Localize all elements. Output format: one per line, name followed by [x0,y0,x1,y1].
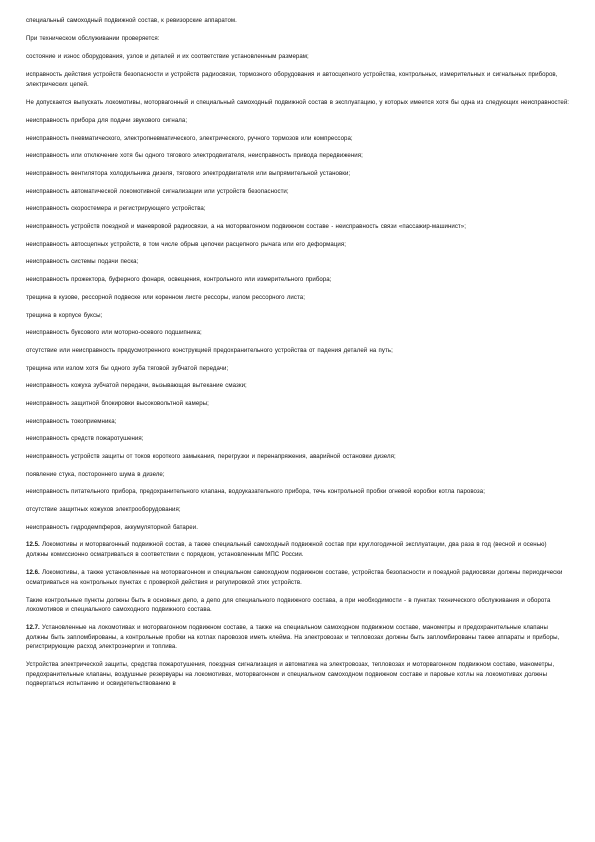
list-item-fire-extinguishing: неисправность средств пожаротушения; [26,435,144,443]
list-item-safety-device: отсутствие или неисправность предусмотренного конструкцией предохранительного устройства от падения деталей на путь; [26,346,393,354]
clause-12-6 [26,568,571,587]
list-item-signalling: неисправность автоматической локомотивной сигнализации или устройств безопасности; [26,187,289,195]
list-item-gear-tooth: трещина или излом хотя бы одного зуба тяговой зубчатой передачи; [26,364,229,372]
list-item-headlight: неисправность прожектора, буферного фонаря, освещения, контрольного или измерительного прибора; [26,276,332,284]
list-item-fan: неисправность вентилятора холодильника дизеля, тягового электродвигателя или выпрямительной установки; [26,170,351,178]
list-item-hv-interlock: неисправность защитной блокировки высоковольтной камеры; [26,399,209,407]
clause-12-5 [26,540,571,559]
paragraph-inspection-intro: При техническом обслуживании проверяется: [26,35,160,43]
list-item-speedometer: неисправность скоростемера и регистрирующего устройства; [26,205,206,213]
list-item-boiler: неисправность питательного прибора, предохранительного клапана, водоуказательного прибора, течь контрольной пробки огневой коробки котла паровоза; [26,488,485,496]
paragraph-release-prohibition: Не допускается выпускать локомотивы, моторвагонный и специальный самоходный подвижной состав в эксплуатацию, у которых имеется хотя бы одна из следующих неисправностей: [26,98,570,106]
paragraph-testing: Устройства электрической защиты, средства пожаротушения, поездная сигнализация и автоматика на электровозах, тепловозах и моторвагонном подвижном составе, манометры, предохранительные клапаны, воздушные резервуары на локомотивах, моторвагонном и специальном самоходном подвижном составе и паровые котлы на локомотивах должны подвергаться испытанию и освидетельствованию в [26,661,555,688]
clause-number: 12.5. [26,541,40,549]
list-item-diesel-noise: появление стука, постороннего шума в дизеле; [26,470,165,478]
list-item-coupler: неисправность автосцепных устройств, в том числе обрыв цепочки расцепного рычага или его деформация; [26,240,346,248]
list-item-body-crack: трещина в кузове, рессорной подвеске или коренном листе рессоры, излом рессорного листа; [26,293,305,301]
list-item-sand: неисправность системы подачи песка; [26,258,139,266]
list-item-radio: неисправность устройств поездной и маневровой радиосвязи, а на моторвагонном подвижном составе - неисправность связи «пассажир-машинист»; [26,223,466,231]
list-item-bearing: неисправность буксового или моторно-осевого подшипника; [26,329,202,337]
clause-text: Локомотивы и моторвагонный подвижной состав, а также специальный самоходный подвижной состав при круглогодичной эксплуатации, два раза в год (весной и осенью) должны комиссионно осматриваться в соответствии с порядком, установленным МПС России. [26,541,547,558]
list-item-pantograph: неисправность токоприемника; [26,417,117,425]
paragraph-control-points: Такие контрольные пункты должны быть в основных депо, а депо для специального подвижного состава, а при необходимости - в пунктах технического обслуживания и оборота локомотивов и специального самоходного подвижного состава. [26,596,551,614]
clause-number: 12.6. [26,569,40,577]
list-item-covers: отсутствие защитных кожухов электрооборудования; [26,506,181,514]
clause-text: Локомотивы, а также установленные на моторвагонном и специальном самоходном подвижном составе, устройства безопасности и поездной радиосвязи должны периодически осматриваться на контрольных пунктах с проверкой действия и регулировкой этих устройств. [26,569,563,586]
clause-number: 12.7. [26,624,40,632]
clause-12-7 [26,623,571,652]
paragraph-continuation: специальный самоходный подвижной состав, к ревизорские аппаратом. [26,17,237,24]
list-item-traction-motor: неисправность или отключение хотя бы одного тягового электродвигателя, неисправность привода передвижения; [26,152,363,160]
clause-text: Установленные на локомотивах и моторвагонном подвижном составе, а также на специальном самоходном подвижном составе, манометры и предохранительные клапаны должны быть запломбированы, а контрольные пробки на котлах паровозов иметь клейма. На электровозах и тепловозах должны быть запломбированы также аппараты и приборы, регистрирующие расход электроэнергии и топлива. [26,624,560,651]
paragraph-inspection-wear: состояние и износ оборудования, узлов и деталей и их соответствие установленным размерам; [26,53,309,61]
list-item-dampers: неисправность гидродемпферов, аккумуляторной батареи. [26,523,198,531]
list-item-sound-signal: неисправность прибора для подачи звукового сигнала; [26,116,188,124]
list-item-gear-casing: неисправность кожуха зубчатой передачи, вызывающая вытекание смазки; [26,382,247,390]
list-item-axlebox-crack: трещина в корпусе буксы; [26,311,103,319]
list-item-short-circuit: неисправность устройств защиты от токов короткого замыкания, перегрузки и перенапряжения, аварийной остановки дизеля; [26,453,396,461]
paragraph-inspection-devices: исправность действия устройств безопасности и устройств радиосвязи, тормозного оборудования и автосцепного устройства, контрольных, измерительных и сигнальных приборов, электрических цепей. [26,71,558,88]
document-page [26,16,571,697]
list-item-brakes: неисправность пневматического, электропневматического, электрического, ручного тормозов или компрессора; [26,134,353,142]
